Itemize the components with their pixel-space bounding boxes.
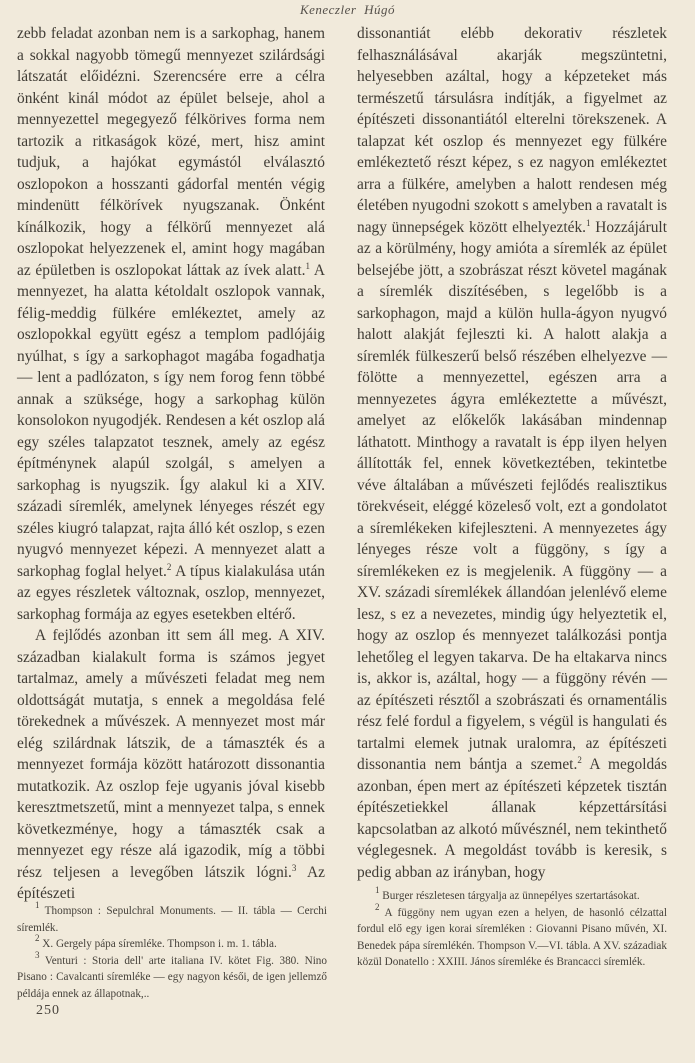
footnote-text: A függöny nem ugyan ezen a helyen, de hasonló célzattal fordul elő egy igen korai síremléken : Giovanni Pisano művén, XI. Benedek pápa síremlékén. Thompson V.—VI. tábla. A XV. századiak közül Donatello : XXIII. János síremléke és Brancacci síremlék.	[357, 906, 667, 968]
body-text: dissonantiát elébb dekorativ részletek felhasználásával akarják megszüntetni, helyesebben azáltal, hogy a képzeteket más természetű társulásra indítják, a figyelmet az építészeti dissonantiától elterelni törekszenek. A talapzat két oszlop és mennyezet egy fülkére emlékeztető részt képez, s ez nagyon emlékeztet arra a fülkére, amelyben a halott rendesen még életében nyugodni szokott s amelyben a ravatalt is nagy ünnepségek között elhelyezték.	[357, 25, 667, 236]
footnote-text: Thompson : Sepulchral Monuments. — II. tábla — Cerchi síremlék.	[17, 905, 327, 934]
footnote	[17, 949, 327, 1003]
footnote-reference: 1	[305, 260, 310, 271]
footnote-reference: 2	[577, 755, 582, 765]
footnote-text: Venturi : Storia dell' arte italiana IV. kötet Fig. 380. Nino Pisano : Cavalcanti síremléke — egy nagyon késői, de igen jellemző példája ennek az állapotnak,..	[17, 954, 327, 1000]
footnote	[17, 900, 327, 936]
footnote-mark: 1	[35, 900, 40, 910]
footnote-mark: 2	[35, 933, 40, 943]
footnotes-right	[357, 885, 667, 971]
footnote-text: X. Gergely pápa síremléke. Thompson i. m. 1. tábla.	[39, 938, 277, 950]
right-column	[357, 23, 667, 883]
footnote-mark: 1	[375, 885, 380, 895]
footnote-reference: 1	[586, 217, 591, 228]
body-paragraph	[357, 23, 667, 883]
body-text: A típus kialakulása után az egyes részletek változnak, oszlop, mennyezet, sarkophag formája az egyes esetekben eltérő.	[17, 562, 325, 623]
running-head: Keneczler Húgó	[299, 2, 396, 17]
body-text: A megoldás azonban, épen mert az építészeti képzetek tisztán építészetiekkel állanak képzettársítási kapcsolatban az alkotó művésznél, nem tekinthető véglegesnek. A megoldást tovább is keresik, s pedig abban az irányban, hogy	[357, 756, 667, 881]
footnote-reference: 2	[166, 561, 172, 572]
footnotes-left	[17, 900, 327, 1002]
body-text: A mennyezet, ha alatta kétoldalt oszlopok vannak, félig-meddig fülkére emlékeztet, amely az oszlopokkal együtt egész a templom padlójáig nyúlhat, s így a sarkophagot magába fogadhatja — lent a padlózaton, s így nem forog fenn többé annak a szüksége, hogy a sarkophag külön konsolokon nyugodjék. Rendesen a két oszlop alá egy széles talapzatot tesznek, amely az egész építménynek alapúl szolgál, s amelyen a sarkophag is nyugszik. Így alakul ki a XIV. századi síremlék, amelynek lényeges részét egy széles kiugró talapzat, rajta álló két oszlop, s ezen nyugvó mennyezet képezi. A mennyezet alatt a sarkophag foglal helyet.	[17, 261, 325, 580]
footnote-mark: 2	[375, 901, 380, 912]
footnote	[357, 885, 667, 905]
body-text: zebb feladat azonban nem is a sarkophag, hanem a sokkal nagyobb tömegű mennyezet szilárdsági látszatát előidézni. Szerencsére erre a célra önként kinál módot az épület belseje, ahol a mennyezettel megegyező félkörives forma nem tartozik a ritkaságok közé, mert, hisz amint tudjuk, a hajókat egymástól elválasztó oszlopokon a hosszanti gádorfal mentén végig mindenütt félkörívek nyugszanak. Önként kínálkozik, hogy a félkörű mennyezet alá oszlopokat helyezzenek el, amint hogy magában az épületben is oszlopokat láttak az ívek alatt.	[17, 25, 325, 279]
body-paragraph	[17, 23, 325, 625]
footnote-reference: 3	[291, 862, 297, 873]
page-number: 250	[36, 1003, 60, 1018]
body-paragraph	[17, 625, 325, 905]
footnote-mark: 3	[35, 949, 40, 960]
footnote	[17, 933, 327, 953]
footnote-text: Burger részletesen tárgyalja az ünnepélyes szertartásokat.	[379, 890, 640, 902]
body-text: Az építészeti	[17, 863, 325, 902]
footnote	[357, 901, 667, 971]
body-text: A fejlődés azonban itt sem áll meg. A XIV. században kialakult forma is számos jegyet tartalmaz, amely a művészeti feladat meg nem oldottságát mutatja, s ennek a megoldása felé törekednek a művészek. A mennyezet most már elég szilárdnak látszik, de a támaszték és a mennyezet formája között határozott dissonantia mutatkozik. Az oszlop feje ugyanis jóval kisebb keresztmetszetű, mint a mennyezet talpa, s ennek következménye, hogy a támaszték csak a mennyezet egy része alá igazodik, míg a többi rész teljesen a levegőben látszik lógni.	[17, 627, 325, 881]
left-column	[17, 23, 325, 905]
body-text: Hozzájárult az a körülmény, hogy amióta a síremlék az épület belsejébe jött, a szobrászat részt követel magának a síremlék diszítésében, s legelőbb is a sarkophagon, majd a külön hulla-ágyon nyugvó halott alakját fejleszti ki. A halott alakja a síremlék fülkeszerű belső részében elhelyezve — fölötte a mennyezettel, egészen arra a mennyezetes ágyra emlékeztette a művészt, amelyet az előkelők lakásában mindennap láthatott. Minthogy a ravatalt is épp ilyen helyen állították fel, ennek következtében, tekintetbe véve általában a művészeti fejlődés realisztikus törekvéseit, eléggé közeleső volt, ezt a gondolatot a síremlékeken kifejleszteni. A mennyezetes ágy lényeges része volt a függöny, s így a síremlékeken ez is megjelenik. A függöny — a XV. századi síremlékek állandóan jelenlévő eleme lesz, s ez a nevezetes, mindig úgy helyeztetik el, hogy az oszlop és mennyezet találkozási pontja lehetőleg el legyen takarva. De ha eltakarva nincs is, akkor is, azáltal, hogy — a függöny révén — az építészeti résztől a szobrászati és ornamentális rész felé fordul a figyelem, s végül is hangulati és tartalmi elemek jutnak uralomra, az építészeti dissonantia nem bántja a szemet.	[357, 218, 667, 773]
